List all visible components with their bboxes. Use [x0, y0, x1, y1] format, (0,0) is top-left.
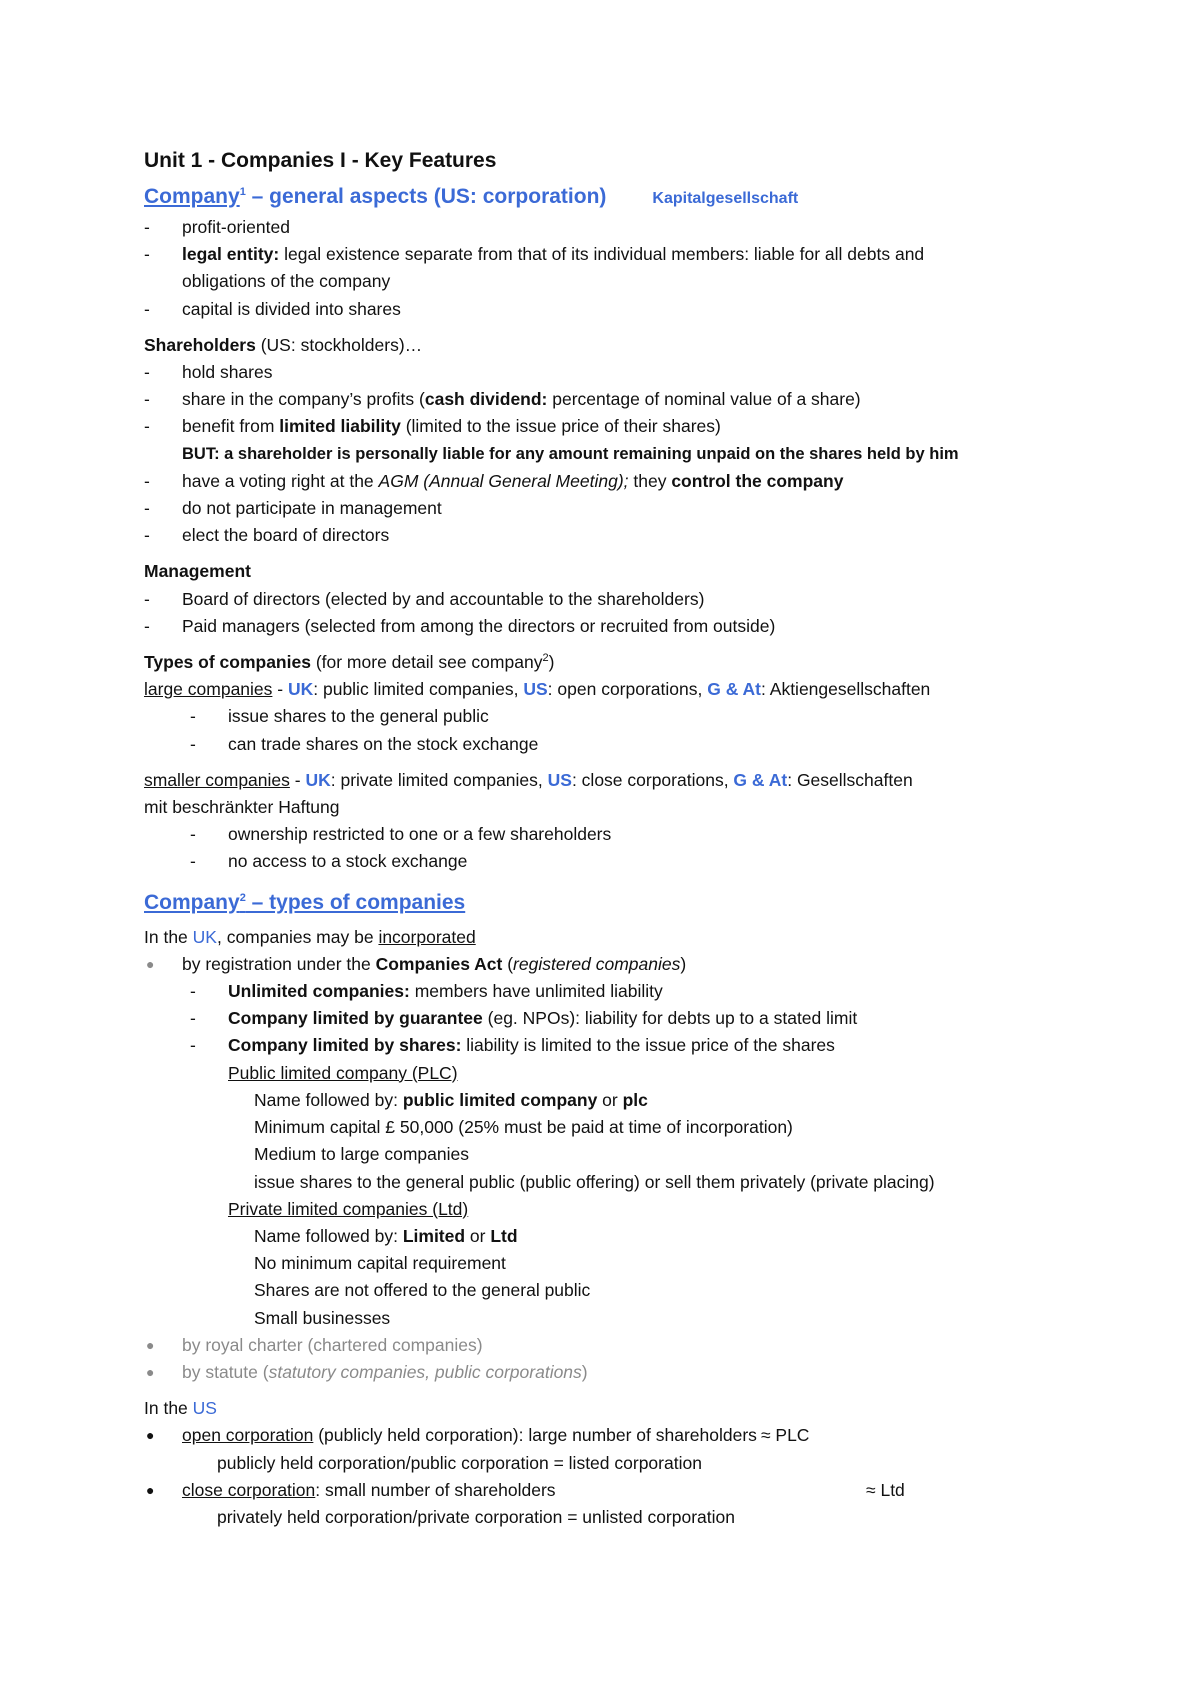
item-text: elect the board of directors [182, 525, 390, 546]
item-text: members have unlimited liability [409, 981, 663, 1002]
plc-detail: Medium to large companies [254, 1144, 469, 1165]
smaller-companies-line [144, 767, 1074, 794]
open-corp-continuation: publicly held corporation/public corporation = listed corporation [217, 1452, 702, 1473]
country-g-at: G & At [707, 679, 762, 700]
item-text: (publicly held corporation): large number of shareholders [313, 1425, 757, 1446]
plc-detail: Minimum capital £ 50,000 (25% must be paid at time of incorporation) [254, 1117, 793, 1138]
item-text: In the [144, 926, 193, 947]
plc-detail [144, 1087, 1074, 1114]
country-uk: UK [192, 926, 217, 947]
list-item: - Company limited by guarantee (eg. NPOs): liability for debts up to a stated limit [190, 1008, 858, 1029]
management-heading: Management [144, 561, 251, 582]
item-text: issue shares to the general public [228, 706, 489, 727]
smaller-companies-continuation: mit beschränkter Haftung [144, 797, 340, 818]
list-item: - Company limited by shares: liability is limited to the issue price of the shares [190, 1035, 835, 1056]
list-item: - Unlimited companies: members have unlimited liability [190, 981, 663, 1002]
item-text: ( [502, 953, 514, 974]
item-italic: AGM (Annual General Meeting); [378, 470, 629, 491]
item-text: Name followed by: [254, 1089, 403, 1110]
item-text: or [597, 1089, 623, 1110]
heading-rest: (US: stockholders)… [255, 334, 423, 355]
item-underlined: close corporation [182, 1479, 316, 1500]
item-term: legal entity: [182, 244, 280, 265]
german-term: Kapitalgesellschaft [652, 190, 799, 207]
bullet-item: ● by statute (statutory companies, public corporations) [146, 1361, 588, 1382]
list-item: - capital is divided into shares [144, 298, 401, 319]
item-text: : small number of shareholders [315, 1479, 556, 1500]
list-item: - legal entity: legal existence separate from that of its individual members: liable for all debts and [144, 244, 925, 265]
ltd-detail: Shares are not offered to the general public [254, 1280, 591, 1301]
item-underlined: incorporated [378, 926, 476, 947]
item-text: : Aktiengesellschaften [761, 679, 931, 700]
item-term: limited liability [279, 416, 401, 437]
item-text: Paid managers (selected from among the directors or recruited from outside) [182, 615, 776, 636]
item-term: Companies Act [375, 953, 503, 974]
item-term: public limited company [402, 1089, 598, 1110]
us-intro-line [144, 1395, 1074, 1422]
item-italic: statutory companies, public corporations [268, 1361, 582, 1382]
heading-rest: (for more detail see company [310, 652, 543, 673]
item-text: by statute ( [182, 1361, 269, 1382]
item-text: share in the company’s profits ( [182, 389, 425, 410]
heading-rest: ) [548, 652, 555, 673]
item-term: Company limited by guarantee [228, 1008, 483, 1029]
plc-detail: issue shares to the general public (public offering) or sell them privately (private placing) [254, 1171, 935, 1192]
list-item: - do not participate in management [144, 498, 442, 519]
page-title: Unit 1 - Companies I - Key Features [144, 149, 497, 172]
close-corp-continuation: privately held corporation/private corporation = unlisted corporation [217, 1506, 736, 1527]
list-item: - can trade shares on the stock exchange [190, 733, 539, 754]
heading-term: Types of companies [144, 652, 311, 673]
document-body [144, 146, 1074, 1531]
item-text: have a voting right at the [182, 470, 379, 491]
item-text: : open corporations, [547, 679, 708, 700]
item-text: hold shares [182, 362, 273, 383]
item-text: Board of directors (elected by and accountable to the shareholders) [182, 588, 705, 609]
section-heading-general-aspects [144, 182, 1074, 214]
country-uk: UK [287, 679, 314, 700]
list-item: - have a voting right at the AGM (Annual General Meeting); they control the company [144, 470, 844, 491]
item-term: Limited [402, 1225, 466, 1246]
item-text: can trade shares on the stock exchange [228, 733, 539, 754]
separator: - [289, 769, 306, 790]
list-item: - no access to a stock exchange [190, 851, 468, 872]
item-text: or [465, 1225, 491, 1246]
list-item: - Board of directors (elected by and accountable to the shareholders) [144, 588, 705, 609]
bullet-item: ● open corporation (publicly held corporation): large number of shareholders ≈ PLC [146, 1425, 810, 1446]
item-text: profit-oriented [182, 217, 290, 237]
ltd-detail: No minimum capital requirement [254, 1253, 506, 1274]
list-item: - ownership restricted to one or a few shareholders [190, 824, 612, 845]
caveat-note: BUT: a shareholder is personally liable for any amount remaining unpaid on the shares held by him [182, 444, 959, 463]
large-companies-line [144, 676, 1074, 703]
item-text: In the [144, 1398, 193, 1419]
types-heading [144, 649, 1074, 676]
item-term: Unlimited companies: [228, 981, 410, 1002]
bullet-item: ● by royal charter (chartered companies) [146, 1334, 483, 1355]
heading-company-word: Company [144, 890, 240, 914]
item-term: plc [622, 1089, 648, 1110]
item-text: they [628, 470, 672, 491]
item-text: ) [581, 1361, 588, 1382]
ltd-detail [144, 1223, 1074, 1250]
category-label: large companies [144, 679, 273, 700]
item-text: by registration under the [182, 953, 376, 974]
list-item: - benefit from limited liability (limited to the issue price of their shares) [144, 416, 721, 437]
item-text: capital is divided into shares [182, 298, 401, 319]
item-term: Company limited by shares: [228, 1035, 462, 1056]
item-term: control the company [671, 470, 844, 491]
uk-intro-line [144, 924, 1074, 951]
shareholders-heading [144, 332, 1074, 359]
item-text: percentage of nominal value of a share) [547, 389, 861, 410]
item-text: ownership restricted to one or a few shareholders [228, 824, 612, 845]
country-us: US [523, 679, 548, 700]
item-italic: registered companies [513, 953, 681, 974]
bullet-item: ● by registration under the Companies Act (registered companies) [146, 953, 687, 974]
list-item: - Paid managers (selected from among the directors or recruited from outside) [144, 615, 776, 636]
approx-equivalent: ≈ PLC [760, 1425, 810, 1446]
item-text: , companies may be [216, 926, 379, 947]
list-item: - hold shares [144, 362, 273, 383]
heading-company-word: Company [144, 185, 240, 208]
bullet-item: ● close corporation: small number of shareholders ≈ Ltd [144, 1477, 1074, 1504]
item-text: : close corporations, [571, 769, 734, 790]
list-item: - share in the company’s profits (cash dividend: percentage of nominal value of a share) [144, 389, 861, 410]
item-term: cash dividend: [424, 389, 548, 410]
ltd-detail: Small businesses [254, 1307, 391, 1328]
list-item: - elect the board of directors [144, 525, 390, 546]
item-text: (eg. NPOs): liability for debts up to a stated limit [482, 1008, 858, 1029]
ltd-subheading: Private limited companies (Ltd) [228, 1198, 469, 1219]
plc-subheading: Public limited company (PLC) [228, 1062, 458, 1083]
country-us: US [547, 769, 572, 790]
section-heading-types-of-companies [144, 888, 1074, 918]
item-text: : public limited companies, [313, 679, 524, 700]
country-us: US [192, 1398, 217, 1419]
heading-term: Shareholders [144, 334, 256, 355]
item-text: no access to a stock exchange [228, 851, 468, 872]
item-text: : private limited companies, [330, 769, 548, 790]
heading-rest: – types of companies [245, 890, 466, 914]
item-text: liability is limited to the issue price of the shares [461, 1035, 835, 1056]
list-item: - issue shares to the general public [190, 706, 489, 727]
approx-equivalent: ≈ Ltd [866, 1479, 905, 1500]
item-text: benefit from [182, 416, 280, 437]
item-text: Name followed by: [254, 1225, 403, 1246]
heading-rest: – general aspects (US: corporation) [245, 185, 607, 208]
country-g-at: G & At [733, 769, 788, 790]
country-uk: UK [305, 769, 331, 790]
footnote-marker: 2 [542, 652, 549, 665]
item-text: legal existence separate from that of its individual members: liable for all debts and [279, 244, 925, 265]
list-item-continuation: obligations of the company [182, 271, 391, 292]
footnote-marker: 1 [239, 186, 246, 198]
list-item: - profit-oriented [144, 217, 290, 237]
category-label: smaller companies [144, 769, 290, 790]
separator: - [272, 679, 288, 700]
footnote-marker: 2 [239, 891, 246, 904]
item-underlined: open corporation [182, 1425, 314, 1446]
item-text: : Gesellschaften [787, 769, 913, 790]
item-text: ) [680, 953, 687, 974]
item-text: do not participate in management [182, 498, 442, 519]
item-text: (limited to the issue price of their shares) [400, 416, 721, 437]
item-term: Ltd [490, 1225, 518, 1246]
item-text: by royal charter (chartered companies) [182, 1334, 483, 1355]
